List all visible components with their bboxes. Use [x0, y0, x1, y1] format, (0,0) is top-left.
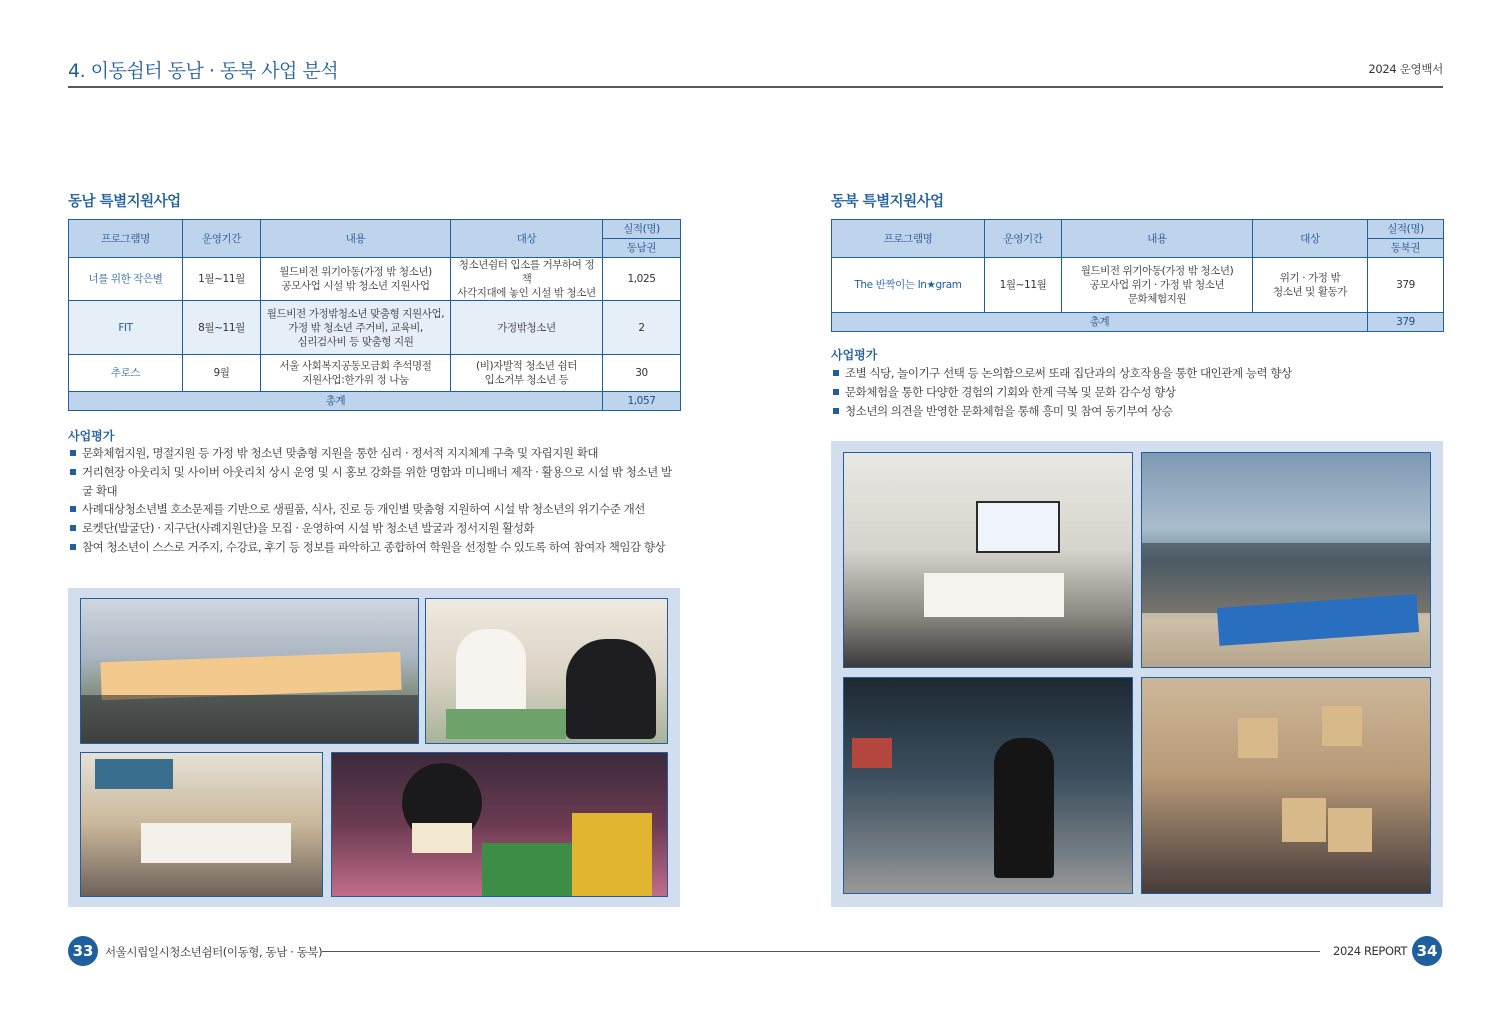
- program-content: 월드비전 위기아동(가정 밖 청소년) 공모사업 위기 · 가정 밖 청소년 문화체험지원: [1062, 258, 1253, 313]
- col-region: 동남권: [603, 239, 681, 258]
- left-footer-text: 서울시립일시청소년쉼터(이동형, 동남 · 동북): [105, 945, 323, 959]
- left-section-title: 동남 특별지원사업: [68, 194, 181, 210]
- right-footer-text: 2024 REPORT: [1333, 944, 1407, 958]
- list-item: 거리현장 아웃리치 및 사이버 아웃리치 상시 운영 및 시 홍보 강화를 위한 명함과 미니배너 제작 · 활용으로 시설 밖 청소년 발굴 확대: [68, 463, 682, 501]
- table-row: [69, 258, 681, 301]
- col-period: 운영기간: [183, 220, 261, 258]
- col-target: 대상: [451, 220, 603, 258]
- photo-counseling: [425, 598, 668, 744]
- program-content: 월드비전 가정밖청소년 맞춤형 지원사업, 가정 밖 청소년 주거비, 교육비, 심리검사비 등 맞춤형 지원: [261, 301, 451, 355]
- program-result: 30: [603, 355, 681, 392]
- program-result: 379: [1368, 258, 1444, 313]
- total-label: 총계: [832, 313, 1368, 332]
- program-name: The 반짝이는 In★gram: [832, 258, 985, 313]
- table-row: [69, 355, 681, 392]
- right-page-number: 34: [1412, 936, 1442, 966]
- right-eval-list: [831, 364, 1443, 420]
- col-result: 실적(명): [1368, 220, 1444, 239]
- col-program: 프로그램명: [69, 220, 183, 258]
- photo-meeting-room: [80, 752, 323, 897]
- program-target: 위기 · 가정 밖 청소년 및 활동가: [1253, 258, 1368, 313]
- program-name: FIT: [69, 301, 183, 355]
- program-period: 1월~11월: [985, 258, 1062, 313]
- photo-indoor-game: [843, 677, 1133, 894]
- left-eval-list: [68, 444, 682, 557]
- program-target: (비)자발적 청소년 쉼터 입소거부 청소년 등: [451, 355, 603, 392]
- program-name: 추로스: [69, 355, 183, 392]
- list-item: 조별 식당, 놀이기구 선택 등 논의함으로써 또래 집단과의 상호작용을 통한 대인관계 능력 향상: [831, 364, 1443, 383]
- col-region: 동북권: [1368, 239, 1444, 258]
- right-photo-panel: [831, 441, 1443, 907]
- left-page-number: 33: [68, 936, 98, 966]
- right-eval-title: 사업평가: [831, 348, 878, 362]
- program-target: 청소년쉼터 입소를 거부하여 정책 사각지대에 놓인 시설 밖 청소년: [451, 258, 603, 301]
- photo-archery-cafe: [1141, 677, 1431, 894]
- photo-cafe-gathering: [843, 452, 1133, 668]
- right-section-title: 동북 특별지원사업: [831, 194, 944, 210]
- col-program: 프로그램명: [832, 220, 985, 258]
- program-period: 8월~11월: [183, 301, 261, 355]
- table-row: [69, 301, 681, 355]
- list-item: 참여 청소년이 스스로 거주지, 수강료, 후기 등 정보를 파악하고 종합하여 학원을 선정할 수 있도록 하여 참여자 책임감 향상: [68, 538, 682, 557]
- right-program-table: [831, 219, 1444, 332]
- left-program-table: [68, 219, 681, 411]
- col-target: 대상: [1253, 220, 1368, 258]
- total-label: 총계: [69, 392, 603, 411]
- col-content: 내용: [1062, 220, 1253, 258]
- page-title: 4. 이동쉼터 동남 · 동북 사업 분석: [68, 60, 339, 82]
- program-result: 1,025: [603, 258, 681, 301]
- total-row: [832, 313, 1444, 332]
- col-content: 내용: [261, 220, 451, 258]
- table-row: [832, 258, 1444, 313]
- list-item: 청소년의 의견을 반영한 문화체험을 통해 흥미 및 참여 동기부여 상승: [831, 402, 1443, 421]
- program-period: 1월~11월: [183, 258, 261, 301]
- left-photo-panel: [68, 588, 680, 907]
- total-value: 379: [1368, 313, 1444, 332]
- program-content: 월드비전 위기아동(가정 밖 청소년) 공모사업 시설 밖 청소년 지원사업: [261, 258, 451, 301]
- program-target: 가정밖청소년: [451, 301, 603, 355]
- program-result: 2: [603, 301, 681, 355]
- total-value: 1,057: [603, 392, 681, 411]
- total-row: [69, 392, 681, 411]
- list-item: 로켓단(발굴단) · 지구단(사례지원단)을 모집 · 운영하여 시설 밖 청소년 발굴과 정서지원 활성화: [68, 519, 682, 538]
- photo-beach-group: [1141, 452, 1431, 668]
- col-result: 실적(명): [603, 220, 681, 239]
- col-period: 운영기간: [985, 220, 1062, 258]
- program-name: 너를 위한 작은별: [69, 258, 183, 301]
- header-rule: [68, 86, 1443, 88]
- footer-rule: [322, 951, 1320, 952]
- program-period: 9월: [183, 355, 261, 392]
- left-eval-title: 사업평가: [68, 429, 115, 443]
- photo-gift-distribution: [331, 752, 668, 897]
- list-item: 문화체험지원, 명절지원 등 가정 밖 청소년 맞춤형 지원을 통한 심리 · 정서적 지지체계 구축 및 자립지원 확대: [68, 444, 682, 463]
- program-content: 서울 사회복지공동모금회 추석명절 지원사업:한가위 정 나눔: [261, 355, 451, 392]
- list-item: 문화체험을 통한 다양한 경험의 기회와 한계 극복 및 문화 감수성 향상: [831, 383, 1443, 402]
- report-name: 2024 운영백서: [1368, 62, 1443, 76]
- list-item: 사례대상청소년별 호소문제를 기반으로 생필품, 식사, 진로 등 개인별 맞춤형 지원하여 시설 밖 청소년의 위기수준 개선: [68, 500, 682, 519]
- photo-group-banner: [80, 598, 419, 744]
